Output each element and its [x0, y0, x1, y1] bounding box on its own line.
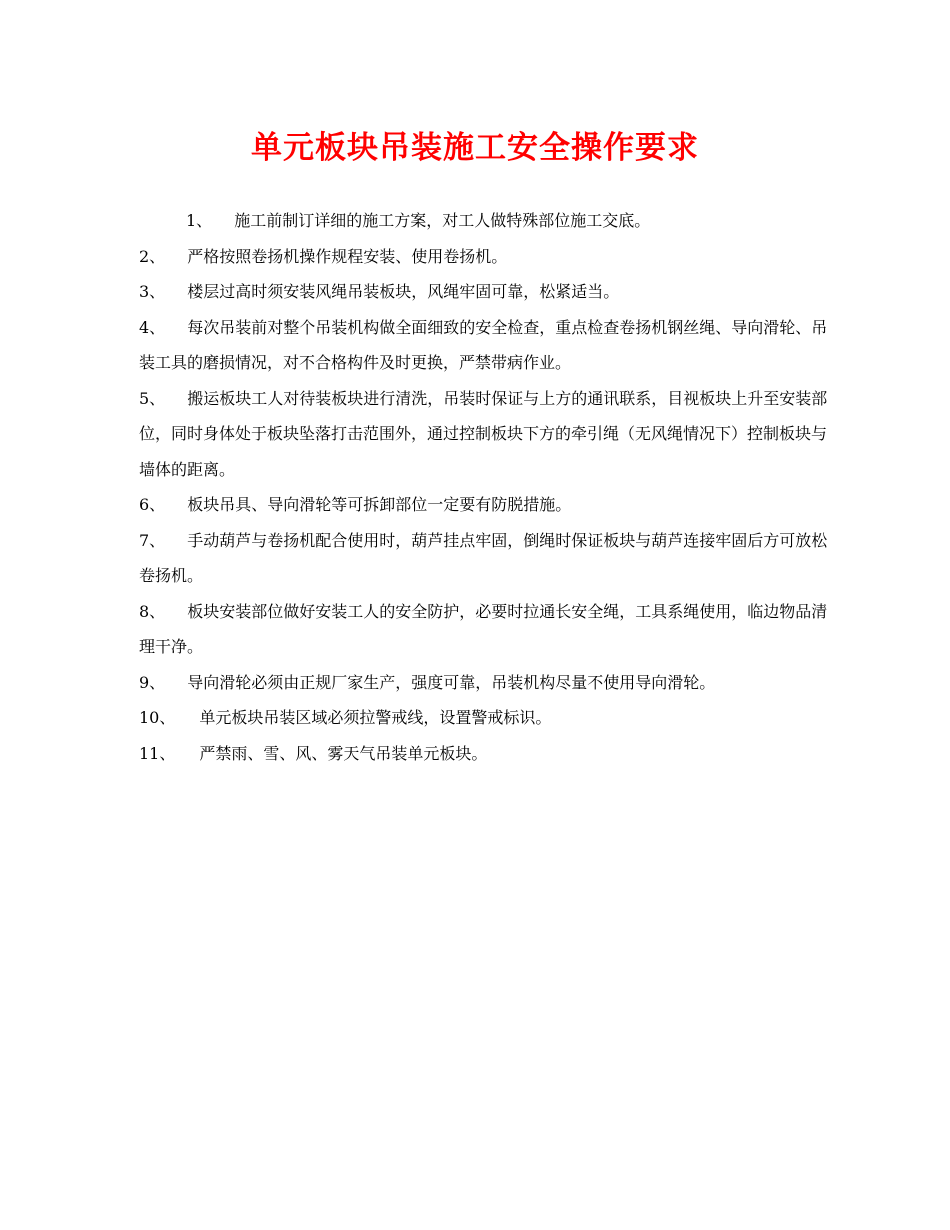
- item-text: 板块安装部位做好安装工人的安全防护，必要时拉通长安全绳，工具系绳使用，临边物品清理干净。: [139, 601, 828, 656]
- item-text: 导向滑轮必须由正规厂家生产，强度可靠，吊装机构尽量不使用导向滑轮。: [187, 672, 716, 692]
- item-number: 7、: [139, 530, 166, 550]
- list-item: [139, 310, 839, 381]
- item-number: 5、: [139, 388, 166, 408]
- item-text: 楼层过高时须安装风绳吊装板块，风绳牢固可靠，松紧适当。: [187, 282, 620, 301]
- list-item: [139, 594, 839, 665]
- item-text: 施工前制订详细的施工方案，对工人做特殊部位施工交底。: [234, 211, 651, 230]
- item-number: 3、: [139, 282, 166, 301]
- list-item: [139, 700, 839, 736]
- item-number: 8、: [139, 601, 166, 621]
- item-number: 1、: [186, 211, 213, 230]
- list-item: [139, 203, 839, 239]
- list-item: [139, 239, 839, 275]
- item-text: 搬运板块工人对待装板块进行清洗，吊装时保证与上方的通讯联系，目视板块上升至安装部位，同时身体处于板块坠落打击范围外，通过控制板块下方的牵引绳（无风绳情况下）控制板块与墙体的距离。: [139, 388, 828, 479]
- list-item: [139, 523, 839, 594]
- item-number: 4、: [139, 317, 166, 337]
- item-number: 9、: [139, 672, 166, 692]
- list-item: [139, 665, 839, 701]
- item-text: 单元板块吊装区域必须拉警戒线，设置警戒标识。: [199, 708, 552, 727]
- item-number: 10、: [139, 708, 176, 727]
- list-item: [139, 736, 839, 772]
- item-text: 严格按照卷扬机操作规程安装、使用卷扬机。: [187, 246, 508, 266]
- list-item: [139, 274, 839, 310]
- item-text: 板块吊具、导向滑轮等可拆卸部位一定要有防脱措施。: [187, 495, 572, 514]
- list-item: [139, 381, 839, 488]
- list-item: [139, 487, 839, 523]
- item-number: 6、: [139, 495, 166, 514]
- item-text: 每次吊装前对整个吊装机构做全面细致的安全检查，重点检查卷扬机钢丝绳、导向滑轮、吊装工具的磨损情况，对不合格构件及时更换，严禁带病作业。: [139, 317, 828, 372]
- item-text: 手动葫芦与卷扬机配合使用时，葫芦挂点牢固，倒绳时保证板块与葫芦连接牢固后方可放松卷扬机。: [139, 530, 828, 585]
- requirements-list: [139, 203, 839, 771]
- item-number: 11、: [139, 743, 176, 763]
- item-text: 严禁雨、雪、风、雾天气吊装单元板块。: [199, 743, 488, 763]
- document-title: 单元板块吊装施工安全操作要求: [251, 130, 699, 166]
- item-number: 2、: [139, 246, 166, 266]
